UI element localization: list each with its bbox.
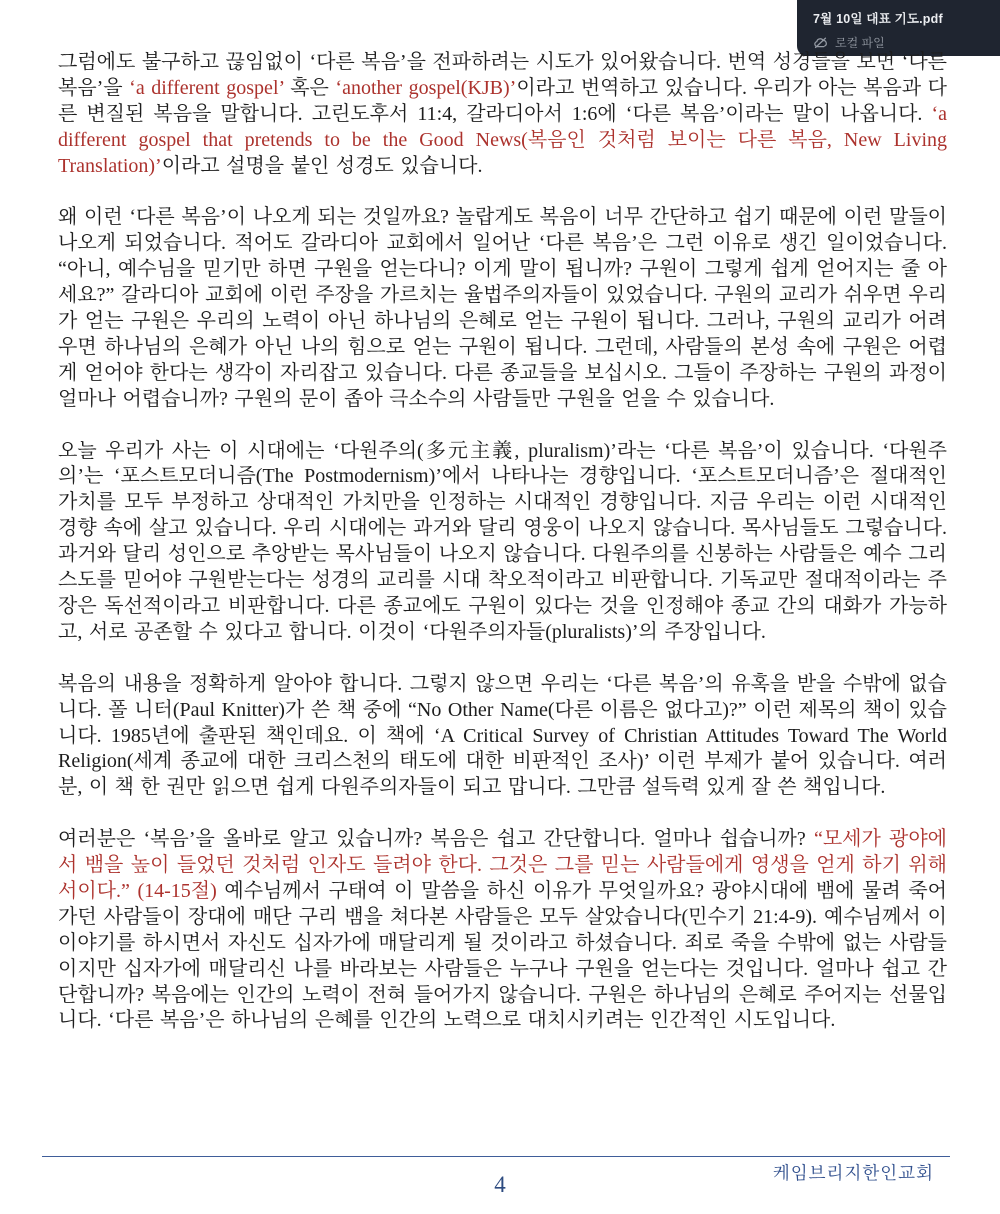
body-text: 이라고 번역하고 있습니다. 우리가 아는 복음과 다른 변질된 복음을 말합니다. 고린도후서 11:4, 갈라디아서 1:6에 ‘다른 복음’이라는 말이 나옵니다. xyxy=(58,76,947,125)
body-text: 이라고 설명을 붙인 성경도 있습니다. xyxy=(161,154,483,177)
quoted-text-red: ‘a different gospel’ xyxy=(129,76,284,99)
quoted-text-red: “모세가 광야에서 뱀을 높이 들었던 것처럼 인자도 들려야 한다. 그것은 그를 믿는 사람들에게 영생을 얻게 하기 위해서이다.” (14-15절) xyxy=(58,828,947,902)
quoted-text-red: ‘another gospel(KJB)’ xyxy=(335,76,517,99)
body-text: 왜 이런 ‘다른 복음’이 나오게 되는 것일까요? 놀랍게도 복음이 너무 간단하고 쉽기 때문에 이런 말들이 나오게 되었습니다. 적어도 갈라디아 교회에서 일어난 ‘다른 복음’은 그런 이유로 생긴 일이었습니다. “아니, 예수님을 믿기만 하면 구원을 얻는다니? 이게 말이 됩니까? 구원이 그렇게 쉽게 얻어지는 줄 아세요?” 갈라디아 교회에 이런 주장을 가르치는 율법주의자들이 있었습니다. 구원의 교리가 쉬우면 우리가 얻는 구원은 우리의 노력이 아닌 하나님의 은혜로 얻는 구원이 됩니다. 그러나, 구원의 교리가 어려우면 하나님의 은혜가 아닌 나의 힘으로 얻는 구원이 됩니다. 그런데, 사람들의 본성 속에 구원은 어렵게 얻어야 한다는 생각이 자리잡고 있습니다. 다른 종교들을 보십시오. 그들이 주장하는 구원의 과정이 얼마나 어렵습니까? 구원의 문이 좁아 극소수의 사람들만 구원을 얻을 수 있습니다. xyxy=(58,206,947,410)
document-body xyxy=(58,50,947,1034)
church-name: 케임브리지한인교회 xyxy=(772,1163,934,1183)
body-text: 복음의 내용을 정확하게 알아야 합니다. 그렇지 않으면 우리는 ‘다른 복음’의 유혹을 받을 수밖에 없습니다. 폴 니터(Paul Knitter)가 쓴 책 중에 “No Other Name(다른 이름은 없다고)?” 이런 제목의 책이 있습니다. 1985년에 출판된 책인데요. 이 책에 ‘A Critical Survey of Christian Attitudes Toward The World Religion(세계 종교에 대한 크리스천의 태도에 대한 비판적인 조사)’ 이런 부제가 붙어 있습니다. 여러분, 이 책 한 권만 읽으면 쉽게 다원주의자들이 되고 맙니다. 그만큼 설득력 있게 잘 쓴 책입니다. xyxy=(58,672,947,799)
paragraph xyxy=(58,205,947,412)
quoted-text-red: ‘a different gospel that pretends to be the Good News(복음인 것처럼 보이는 다른 복음, New Living Translation)’ xyxy=(58,102,947,177)
paragraph xyxy=(58,50,947,180)
file-source-label: 로컬 파일 xyxy=(835,36,885,50)
file-name: 7월 10일 대표 기도.pdf xyxy=(813,12,943,26)
paragraph xyxy=(58,439,947,646)
paragraph xyxy=(58,672,947,802)
body-text: 여러분은 ‘복음’을 올바로 알고 있습니까? 복음은 쉽고 간단합니다. 얼마나 쉽습니까? xyxy=(58,828,814,851)
page-number: 4 xyxy=(494,1172,506,1197)
paragraph xyxy=(58,827,947,1034)
body-text: 혹은 xyxy=(283,76,336,99)
body-text: 오늘 우리가 사는 이 시대에는 ‘다원주의(多元主義, pluralism)’라는 ‘다른 복음’이 있습니다. ‘다원주의’는 ‘포스트모더니즘(The Postmodernism)’에서 나타나는 경향입니다. ‘포스트모더니즘’은 절대적인 가치를 모두 부정하고 상대적인 가치만을 인정하는 시대적인 경향입니다. 지금 우리는 이런 시대적인 경향 속에 살고 있습니다. 우리 시대에는 과거와 달리 영웅이 나오지 않습니다. 목사님들도 그렇습니다. 과거와 달리 성인으로 추앙받는 목사님들이 나오지 않습니다. 다원주의를 신봉하는 사람들은 예수 그리스도를 믿어야 구원받는다는 성경의 교리를 시대 착오적이라고 비판합니다. 기독교만 절대적이라는 주장은 독선적이라고 비판합니다. 다른 종교에도 구원이 있다는 것을 인정해야 종교 간의 대화가 가능하고, 서로 공존할 수 있다고 합니다. 이것이 ‘다원주의자들(pluralists)’의 주장입니다. xyxy=(58,439,947,643)
body-text: 그럼에도 불구하고 끊임없이 ‘다른 복음’을 전파하려는 시도가 있어왔습니다. 번역 성경들을 보면 ‘다른 복음’을 xyxy=(58,51,947,99)
footer-divider-line xyxy=(42,1156,950,1157)
file-attachment-chip[interactable] xyxy=(797,0,1000,56)
cloud-slash-icon xyxy=(813,35,828,50)
body-text: 예수님께서 구태여 이 말씀을 하신 이유가 무엇일까요? 광야시대에 뱀에 물려 죽어가던 사람들이 장대에 매단 구리 뱀을 쳐다본 사람들은 모두 살았습니다(민수기 21:4-9). 예수님께서 이 이야기를 하시면서 자신도 십자가에 매달리게 될 것이라고 하셨습니다. 죄로 죽을 수밖에 없는 사람들이지만 십자가에 매달리신 나를 바라보는 사람들은 누구나 구원을 얻는다는 것입니다. 얼마나 쉽고 간단합니까? 복음에는 인간의 노력이 전혀 들어가지 않습니다. 구원은 하나님의 은혜로 주어지는 선물입니다. ‘다른 복음’은 하나님의 은혜를 인간의 노력으로 대치시키려는 인간적인 시도입니다. xyxy=(58,879,948,1032)
